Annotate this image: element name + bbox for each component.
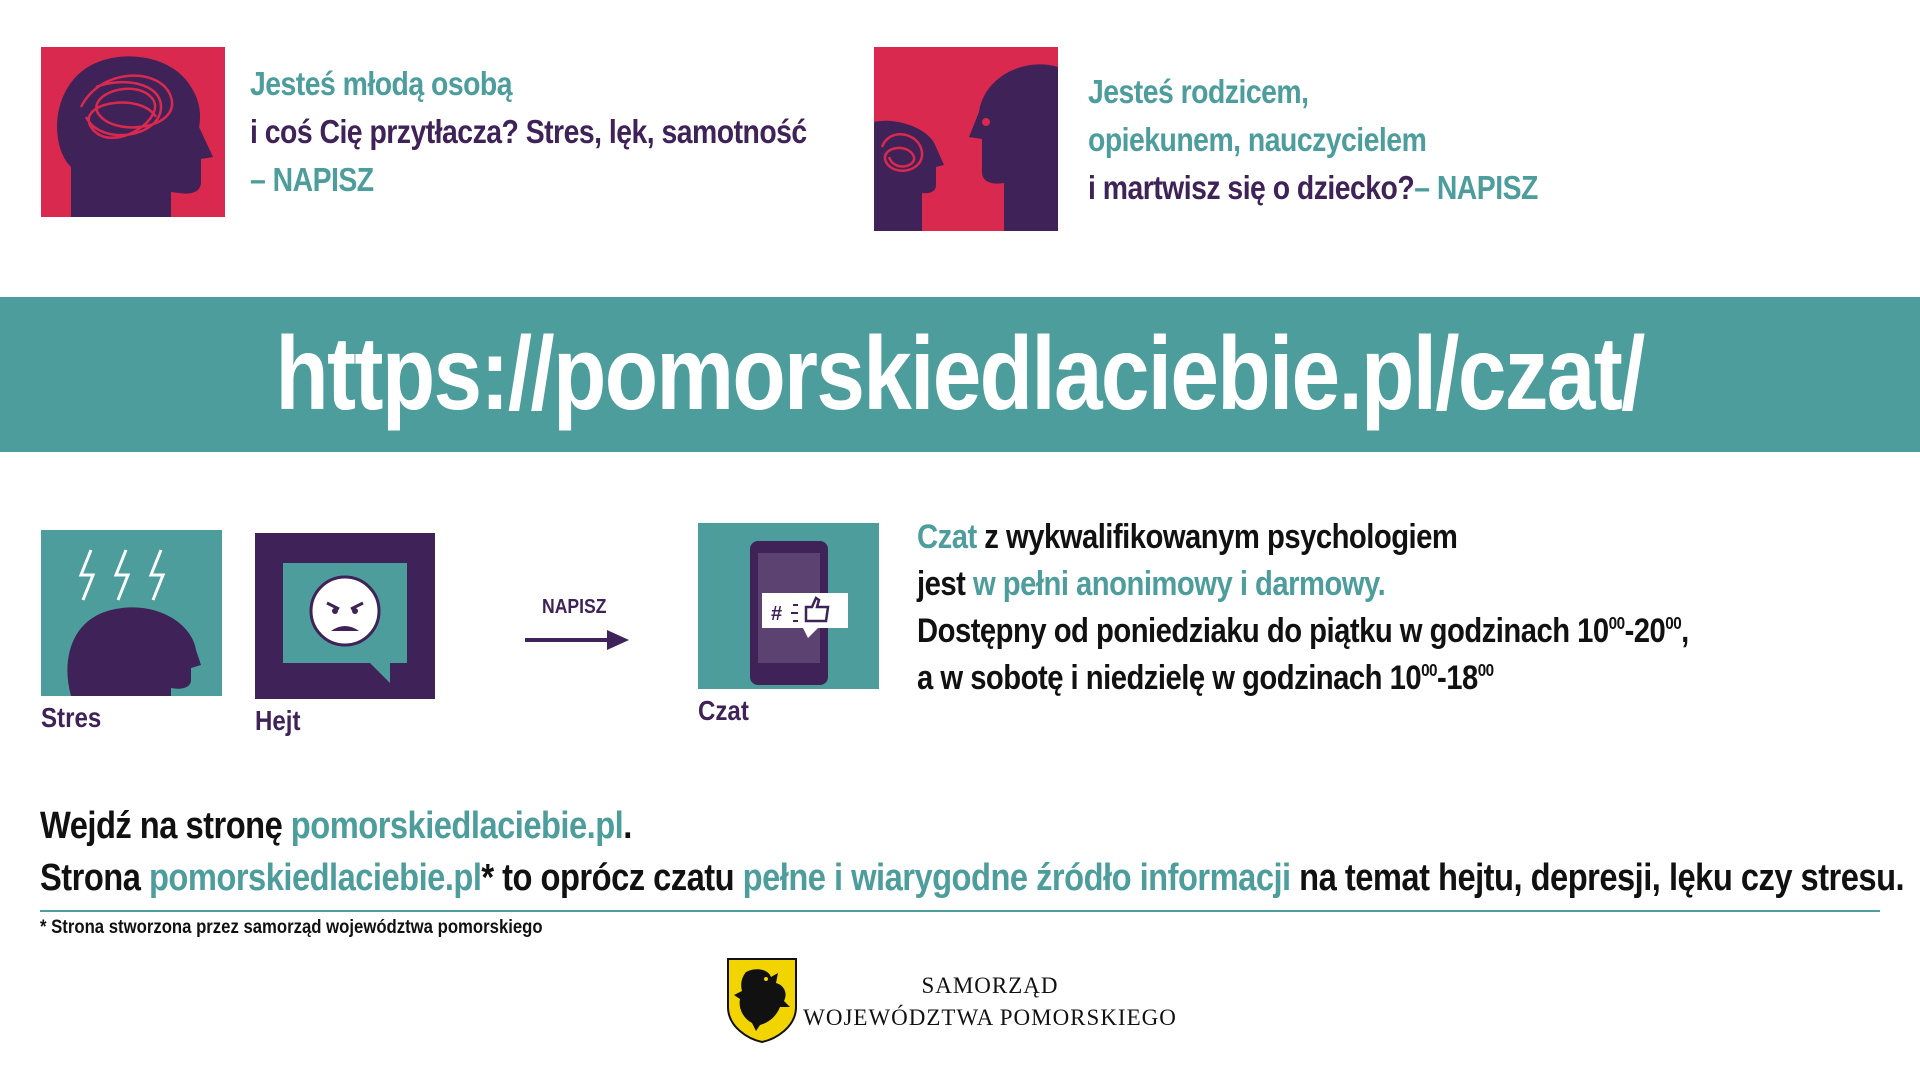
info-line-2	[917, 561, 1689, 608]
info-weekday-comma: ,	[1681, 612, 1689, 650]
parent-line-3-question: i martwisz się o dziecko?	[1088, 169, 1415, 206]
pomorskie-griffin-logo-icon	[726, 957, 798, 1043]
info-weekend-sup1: 00	[1421, 659, 1437, 680]
info-weekday-sup1: 00	[1608, 612, 1625, 633]
info-weekend-sup2: 00	[1477, 659, 1494, 680]
hate-chat-icon	[255, 533, 435, 699]
chat-bubble-hashtag: #	[771, 603, 783, 625]
youth-line-3: – NAPISZ	[250, 161, 374, 198]
website-besides-chat: * to oprócz czatu	[481, 857, 743, 899]
info-weekday-to: -20	[1624, 612, 1666, 650]
divider	[40, 910, 1880, 912]
url-banner	[0, 297, 1920, 452]
website-link-2[interactable]: pomorskiedlaciebie.pl	[148, 857, 482, 899]
footnote: * Strona stworzona przez samorząd województwa pomorskiego	[40, 917, 543, 938]
stres-label: Stres	[41, 702, 102, 733]
youth-line-2: i coś Cię przytłacza? Stres, lęk, samotność	[250, 113, 807, 150]
website-enter: Wejdź na stronę	[40, 805, 291, 847]
info-line-4	[917, 655, 1689, 702]
info-weekday-hours: Dostępny od poniedziaku do piątku w godzinach 10	[917, 612, 1609, 650]
website-strona: Strona	[40, 857, 149, 899]
info-weekday-sup2: 00	[1665, 612, 1682, 633]
org-line-1: SAMORZĄD	[921, 973, 1059, 998]
website-period: .	[623, 805, 632, 847]
young-person-head-icon	[41, 47, 225, 217]
organization-name	[790, 970, 1190, 1034]
website-line-1	[40, 800, 1904, 852]
youth-line-1: Jesteś młodą osobą	[250, 65, 513, 102]
org-line-2: WOJEWÓDZTWA POMORSKIEGO	[803, 1005, 1177, 1030]
info-anonymous: w pełni anonimowy i darmowy.	[972, 565, 1386, 603]
parent-text	[1088, 68, 1611, 212]
website-line-2	[40, 852, 1904, 904]
info-jest: jest	[917, 565, 973, 603]
website-info	[40, 800, 1920, 904]
url-banner-link[interactable]: https://pomorskiedlaciebie.pl/czat/	[275, 316, 1645, 432]
phone-chat-icon	[698, 523, 879, 689]
napisz-arrow-label: NAPISZ	[542, 596, 607, 618]
parent-line-2: opiekunem, nauczycielem	[1088, 121, 1427, 158]
parent-line-1: Jesteś rodzicem,	[1088, 73, 1309, 110]
right-arrow-icon	[525, 628, 631, 657]
info-psychologist: z wykwalifikowanym psychologiem	[976, 518, 1458, 556]
website-link-1[interactable]: pomorskiedlaciebie.pl	[290, 805, 624, 847]
website-reliable-source: pełne i wiarygodne źródło informacji	[742, 857, 1291, 899]
info-czat: Czat	[917, 518, 977, 556]
chat-info	[917, 514, 1814, 702]
info-weekend-hours: a w sobotę i niedzielę w godzinach 10	[917, 659, 1422, 697]
parent-line-3-napisz: – NAPISZ	[1414, 169, 1538, 206]
hejt-label: Hejt	[255, 705, 301, 736]
info-line-1	[917, 514, 1689, 561]
czat-label: Czat	[698, 695, 749, 726]
stress-head-icon	[41, 530, 222, 696]
website-topics: na temat hejtu, depresji, lęku czy stresu.	[1290, 857, 1905, 899]
parent-child-heads-icon	[874, 47, 1058, 231]
youth-text	[250, 60, 897, 204]
info-weekend-to: -18	[1436, 659, 1478, 697]
info-line-3	[917, 608, 1689, 655]
parent-line-3	[1088, 164, 1538, 212]
